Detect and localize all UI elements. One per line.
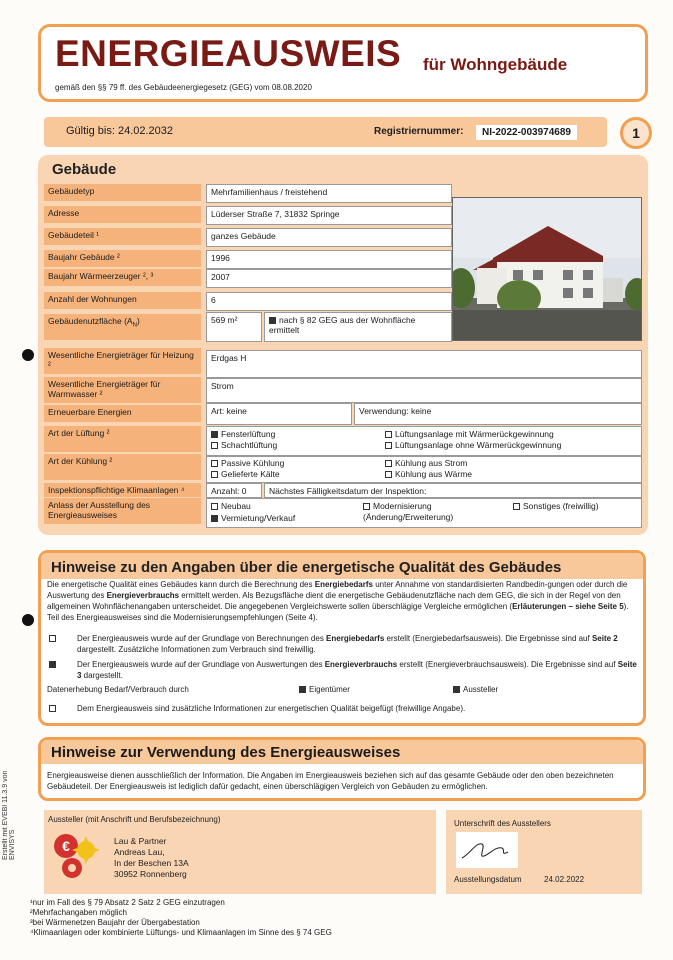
checkbox-checked <box>211 431 218 438</box>
vent-option-label: Lüftungsanlage ohne Wärmerückgewinnung <box>395 440 562 450</box>
reason-options <box>206 498 642 528</box>
area-label-close: ) <box>136 316 140 326</box>
row-label-ventilation: Art der Lüftung ² <box>44 426 201 452</box>
signature-section <box>446 810 642 894</box>
area-checkbox <box>269 317 276 324</box>
text-bold: Energieverbrauchs <box>106 591 180 600</box>
row-value-part: ganzes Gebäude <box>206 228 452 247</box>
checkbox <box>385 460 392 467</box>
signature-image <box>456 832 518 868</box>
row-label-heating: Wesentliche Energieträger für Heizung ² <box>44 348 201 374</box>
data-issuer <box>453 684 498 695</box>
svg-text:€: € <box>62 838 70 854</box>
text-bold: Seite 3 <box>77 660 637 680</box>
checkbox <box>49 705 56 712</box>
quality-intro <box>47 579 641 623</box>
row-label-units: Anzahl der Wohnungen <box>44 292 201 309</box>
row-label-water: Wesentliche Energieträger für Warmwasser ² <box>44 377 201 403</box>
signature-field <box>456 832 518 868</box>
row-label-heater-year: Baujahr Wärmeerzeuger ², ³ <box>44 269 201 286</box>
area-note-cell <box>264 312 452 342</box>
area-label-subscript: N <box>132 322 137 329</box>
footnote: ¹nur im Fall des § 79 Absatz 2 Satz 2 GEG einzutragen <box>30 898 225 907</box>
legal-basis: gemäß den §§ 79 ff. des Gebäudeenergiegesetz (GEG) vom 08.08.2020 <box>55 83 312 92</box>
row-value-ac-count: Anzahl: 0 <box>206 483 262 498</box>
text: Aussteller <box>463 685 499 694</box>
row-label-year: Baujahr Gebäude ² <box>44 250 201 267</box>
company-logo <box>50 830 100 882</box>
cool-option-electric <box>385 458 467 469</box>
text-bold: Erläuterungen – siehe Seite 5 <box>512 602 624 611</box>
checkbox-checked <box>49 661 56 668</box>
checkbox <box>211 460 218 467</box>
text: unter Annahme von standardisierten Randbedin-gungen oder durch die Auswertung des <box>47 580 628 600</box>
cooling-options <box>206 456 642 483</box>
checkbox <box>385 431 392 438</box>
row-value-units: 6 <box>206 292 452 311</box>
vent-option-label: Fensterlüftung <box>221 429 276 439</box>
checkbox <box>385 471 392 478</box>
issue-date-label: Ausstellungsdatum <box>454 875 522 884</box>
checkbox <box>385 442 392 449</box>
text-bold: Energieverbrauchs <box>324 660 398 669</box>
vent-option-label: Schachtlüftung <box>221 440 278 450</box>
document-subtitle: für Wohngebäude <box>423 55 568 74</box>
text: ermittelt werden. Als Bezugsfläche dient die energetische Gebäudenutzfläche nach dem GEG, die sich in der Regel von den allgemeinen Wohnflächenangaben unterscheidet. Die angegebenen Vergleichswerte sollen überschlägige Vergleiche ermöglichen ( <box>47 591 621 611</box>
section-title: Hinweise zu den Angaben über die energetische Qualität des Gebäudes <box>51 559 562 576</box>
title-box <box>38 24 648 102</box>
reason-option-rent <box>211 513 295 524</box>
vent-option-shaft <box>211 440 277 451</box>
checkbox-checked <box>211 515 218 522</box>
validity-bar <box>44 117 607 147</box>
vent-option-label: Lüftungsanlage mit Wärmerückgewinnung <box>395 429 554 439</box>
row-label-reason: Anlass der Ausstellung des Energieausweises <box>44 498 201 524</box>
cool-option-delivered <box>211 469 280 480</box>
row-value-heating: Erdgas H <box>206 350 642 378</box>
issuer-label: Aussteller (mit Anschrift und Berufsbezeichnung) <box>48 815 221 824</box>
reason-option-label: Modernisierung (Änderung/Erweiterung) <box>363 501 454 522</box>
usage-notes-section <box>38 737 646 801</box>
section-title: Hinweise zur Verwendung des Energieausweises <box>51 744 401 761</box>
usage-text: Energieausweise dienen ausschließlich der Information. Die Angaben im Energieausweis beziehen sich auf das gesamte Gebäude oder den oben bezeichneten Gebäudeteil. Der Energieausweis ist lediglich dafür gedacht, einen überschlägigen Vergleich von Gebäuden zu ermöglichen. <box>47 771 614 791</box>
checkbox <box>363 503 370 510</box>
text: dargestellt. <box>81 671 123 680</box>
row-value-address: Lüderser Straße 7, 31832 Springe <box>206 206 452 225</box>
row-label-cooling: Art der Kühlung ² <box>44 454 201 480</box>
checkbox-checked <box>453 686 460 693</box>
row-value-type: Mehrfamilienhaus / freistehend <box>206 184 452 203</box>
text: Eigentümer <box>309 685 350 694</box>
row-value-area: 569 m² <box>206 312 262 342</box>
checkbox <box>513 503 520 510</box>
area-note: nach § 82 GEG aus der Wohnfläche ermittelt <box>269 315 416 335</box>
cool-option-heat <box>385 469 472 480</box>
consumption-note <box>77 659 641 681</box>
issuer-section <box>44 810 436 894</box>
cool-option-label: Passive Kühlung <box>221 458 285 468</box>
reason-option-label: Sonstiges (freiwillig) <box>523 501 599 511</box>
reason-option-label: Vermietung/Verkauf <box>221 513 296 523</box>
issue-date: 24.02.2022 <box>544 875 585 884</box>
address-line: 30952 Ronnenberg <box>114 869 187 879</box>
punch-hole <box>22 349 34 361</box>
quality-notes-section <box>38 550 646 726</box>
text-bold: Energiebedarfs <box>314 580 373 589</box>
reason-option-modern <box>363 501 503 523</box>
punch-hole <box>22 614 34 626</box>
address-line: Lau & Partner <box>114 836 167 846</box>
text: ). Teil des Energieausweises sind die Modernisierungsempfehlungen (Seite 4). <box>47 602 629 622</box>
additional-info-note: Dem Energieausweis sind zusätzliche Informationen zur energetischen Qualität beigefügt (freiwillige Angabe). <box>77 704 466 713</box>
checkbox <box>49 635 56 642</box>
valid-until: Gültig bis: 24.02.2032 <box>66 125 174 137</box>
cool-option-passive <box>211 458 284 469</box>
text: dargestellt. Zusätzliche Informationen zum Verbrauch sind freiwillig. <box>77 645 316 654</box>
footnote: ²Mehrfachangaben möglich <box>30 908 127 917</box>
page-number: 1 <box>620 117 652 149</box>
registration-number: NI-2022-003974689 <box>476 125 577 140</box>
row-value-renewable-type: Art: keine <box>206 403 352 425</box>
reason-option-other <box>513 501 599 512</box>
house-illustration <box>453 198 642 341</box>
row-value-ac-next: Nächstes Fälligkeitsdatum der Inspektion: <box>264 483 642 498</box>
data-collection-label: Datenerhebung Bedarf/Verbrauch durch <box>47 685 189 694</box>
reason-option-new <box>211 501 251 512</box>
row-value-renewable-use: Verwendung: keine <box>354 403 642 425</box>
row-label-part: Gebäudeteil ¹ <box>44 228 201 245</box>
registration-label: Registriernummer: <box>374 126 464 137</box>
checkbox <box>211 471 218 478</box>
cool-option-label: Gelieferte Kälte <box>221 469 280 479</box>
cool-option-label: Kühlung aus Wärme <box>395 469 473 479</box>
address-line: In der Beschen 13A <box>114 858 189 868</box>
checkbox <box>211 442 218 449</box>
section-title: Gebäude <box>52 161 117 178</box>
footnote: ⁴Klimaanlagen oder kombinierte Lüftungs- und Klimaanlagen im Sinne des § 74 GEG <box>30 928 332 937</box>
row-label-type: Gebäudetyp <box>44 184 201 201</box>
row-label-area <box>44 314 201 340</box>
row-label-renewable: Erneuerbare Energien <box>44 405 201 422</box>
row-value-heater-year: 2007 <box>206 269 452 288</box>
address-line: Andreas Lau, <box>114 847 165 857</box>
text: erstellt (Energiebedarfsausweis). Die Ergebnisse sind auf <box>384 634 592 643</box>
text: Die energetische Qualität eines Gebäudes kann durch die Berechnung des <box>47 580 315 589</box>
reason-option-label: Neubau <box>221 501 251 511</box>
footnote: ³bei Wärmenetzen Baujahr der Übergabestation <box>30 918 200 927</box>
row-label-ac: Inspektionspflichtige Klimaanlagen ⁴ <box>44 483 201 497</box>
row-value-year: 1996 <box>206 250 452 269</box>
software-credit: Erstellt mit EVEBI 11.3.9 von ENVISYS <box>2 770 16 860</box>
building-photo <box>452 197 642 341</box>
row-label-address: Adresse <box>44 206 201 223</box>
document-title: ENERGIEAUSWEIS <box>55 33 402 74</box>
vent-option-window <box>211 429 275 440</box>
checkbox-checked <box>299 686 306 693</box>
cool-option-label: Kühlung aus Strom <box>395 458 468 468</box>
text-bold: Energiebedarfs <box>326 634 385 643</box>
vent-option-recovery <box>385 429 554 440</box>
area-label-text: Gebäudenutzfläche (A <box>48 316 133 326</box>
text: Der Energieausweis wurde auf der Grundlage von Berechnungen des <box>77 634 327 643</box>
text-bold: Seite 2 <box>591 634 618 643</box>
vent-option-no-recovery <box>385 440 561 451</box>
ventilation-options <box>206 426 642 456</box>
text: Der Energieausweis wurde auf der Grundlage von Auswertungen des <box>77 660 325 669</box>
signature-label: Unterschrift des Ausstellers <box>454 819 551 828</box>
data-owner <box>299 684 350 695</box>
row-value-water: Strom <box>206 378 642 403</box>
text: erstellt (Energieverbrauchsausweis). Die Ergebnisse sind auf <box>397 660 618 669</box>
checkbox <box>211 503 218 510</box>
issuer-address <box>114 836 189 880</box>
demand-note <box>77 633 641 655</box>
